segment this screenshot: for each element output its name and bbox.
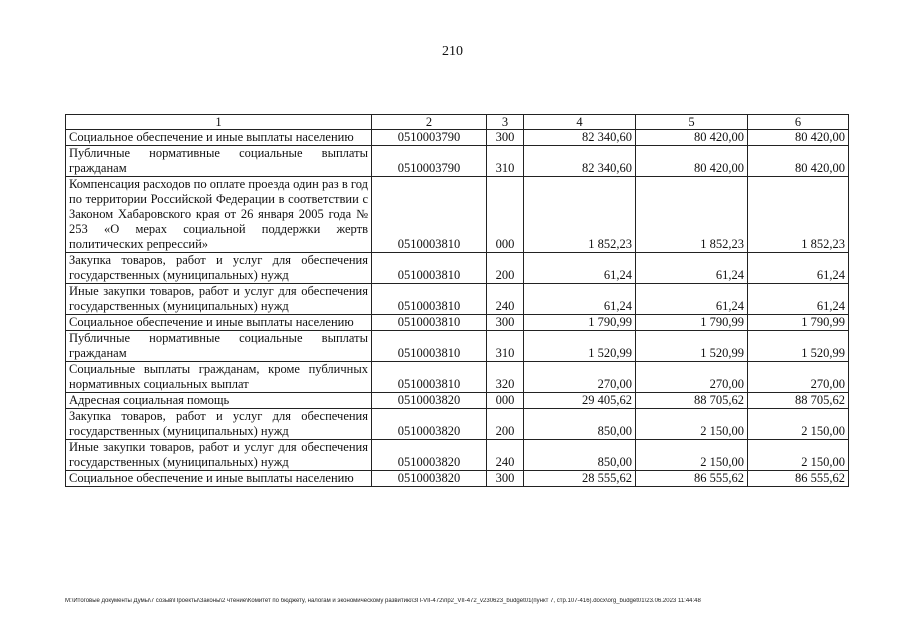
row-value-col5: 61,24: [636, 284, 748, 315]
row-value-col4: 82 340,60: [524, 130, 636, 146]
row-target-code: 0510003820: [372, 393, 487, 409]
row-value-col5: 88 705,62: [636, 393, 748, 409]
row-expense-type: 000: [487, 177, 524, 253]
row-value-col5: 270,00: [636, 362, 748, 393]
row-value-col5: 86 555,62: [636, 471, 748, 487]
row-name: Адресная социальная помощь: [66, 393, 372, 409]
row-value-col4: 270,00: [524, 362, 636, 393]
row-target-code: 0510003810: [372, 253, 487, 284]
table-row: [66, 362, 849, 393]
row-target-code: 0510003810: [372, 284, 487, 315]
row-target-code: 0510003810: [372, 331, 487, 362]
row-target-code: 0510003810: [372, 315, 487, 331]
row-name: Социальные выплаты гражданам, кроме публичных нормативных социальных выплат: [66, 362, 372, 393]
footer-file-path: M:\Итоговые документы Думы\7 созыв\Проекты\Законы\2 чтение\Комитет по бюджету, налогам и экономическому развитию\ЗП-VII-472\пр2_VII-472_v230623_budget01(пункт 7, стр.107-416).docx\org_budget01\23.06.2023 11:44:48: [65, 598, 701, 604]
column-header-2: 2: [372, 115, 487, 130]
row-name: Публичные нормативные социальные выплаты гражданам: [66, 146, 372, 177]
table-row: [66, 440, 849, 471]
row-expense-type: 300: [487, 130, 524, 146]
row-expense-type: 200: [487, 409, 524, 440]
column-header-3: 3: [487, 115, 524, 130]
row-expense-type: 310: [487, 146, 524, 177]
row-expense-type: 310: [487, 331, 524, 362]
row-value-col4: 1 520,99: [524, 331, 636, 362]
row-expense-type: 240: [487, 284, 524, 315]
row-value-col4: 61,24: [524, 284, 636, 315]
row-name: Социальное обеспечение и иные выплаты населению: [66, 315, 372, 331]
row-value-col4: 1 852,23: [524, 177, 636, 253]
row-target-code: 0510003820: [372, 409, 487, 440]
table-row: [66, 393, 849, 409]
row-value-col5: 61,24: [636, 253, 748, 284]
row-value-col5: 1 852,23: [636, 177, 748, 253]
row-value-col5: 80 420,00: [636, 146, 748, 177]
row-name: Социальное обеспечение и иные выплаты населению: [66, 130, 372, 146]
row-expense-type: 240: [487, 440, 524, 471]
row-value-col4: 850,00: [524, 409, 636, 440]
row-name: Компенсация расходов по оплате проезда один раз в год по территории Российской Федерации в соответствии с Законом Хабаровского края от 26 января 2005 года № 253 «О мерах социальной поддержки жертв политических репрессий»: [66, 177, 372, 253]
row-value-col6: 88 705,62: [748, 393, 849, 409]
row-value-col4: 29 405,62: [524, 393, 636, 409]
row-value-col5: 1 520,99: [636, 331, 748, 362]
row-value-col4: 82 340,60: [524, 146, 636, 177]
page-number: 210: [442, 44, 463, 59]
row-value-col6: 270,00: [748, 362, 849, 393]
table-row: [66, 130, 849, 146]
row-expense-type: 200: [487, 253, 524, 284]
row-expense-type: 300: [487, 315, 524, 331]
budget-table: [65, 114, 849, 487]
row-value-col4: 1 790,99: [524, 315, 636, 331]
row-target-code: 0510003820: [372, 440, 487, 471]
row-value-col6: 80 420,00: [748, 146, 849, 177]
row-expense-type: 320: [487, 362, 524, 393]
row-value-col6: 1 520,99: [748, 331, 849, 362]
column-header-1: 1: [66, 115, 372, 130]
row-value-col6: 1 852,23: [748, 177, 849, 253]
row-value-col4: 61,24: [524, 253, 636, 284]
row-value-col6: 2 150,00: [748, 440, 849, 471]
table-row: [66, 253, 849, 284]
row-target-code: 0510003810: [372, 362, 487, 393]
row-name: Социальное обеспечение и иные выплаты населению: [66, 471, 372, 487]
row-target-code: 0510003790: [372, 130, 487, 146]
row-value-col4: 28 555,62: [524, 471, 636, 487]
table-row: [66, 177, 849, 253]
row-name: Закупка товаров, работ и услуг для обеспечения государственных (муниципальных) нужд: [66, 409, 372, 440]
table-row: [66, 409, 849, 440]
column-header-4: 4: [524, 115, 636, 130]
table-header-row: [66, 115, 849, 130]
row-value-col5: 1 790,99: [636, 315, 748, 331]
row-expense-type: 300: [487, 471, 524, 487]
row-target-code: 0510003790: [372, 146, 487, 177]
row-name: Закупка товаров, работ и услуг для обеспечения государственных (муниципальных) нужд: [66, 253, 372, 284]
row-value-col5: 2 150,00: [636, 409, 748, 440]
row-expense-type: 000: [487, 393, 524, 409]
table-row: [66, 146, 849, 177]
row-target-code: 0510003820: [372, 471, 487, 487]
table-row: [66, 331, 849, 362]
row-name: Иные закупки товаров, работ и услуг для обеспечения государственных (муниципальных) нужд: [66, 440, 372, 471]
table-row: [66, 284, 849, 315]
table-row: [66, 315, 849, 331]
row-name: Иные закупки товаров, работ и услуг для обеспечения государственных (муниципальных) нужд: [66, 284, 372, 315]
row-value-col6: 61,24: [748, 284, 849, 315]
row-name: Публичные нормативные социальные выплаты гражданам: [66, 331, 372, 362]
row-value-col6: 2 150,00: [748, 409, 849, 440]
column-header-5: 5: [636, 115, 748, 130]
row-value-col6: 1 790,99: [748, 315, 849, 331]
column-header-6: 6: [748, 115, 849, 130]
row-value-col5: 80 420,00: [636, 130, 748, 146]
table-row: [66, 471, 849, 487]
row-value-col5: 2 150,00: [636, 440, 748, 471]
row-target-code: 0510003810: [372, 177, 487, 253]
row-value-col6: 61,24: [748, 253, 849, 284]
row-value-col6: 80 420,00: [748, 130, 849, 146]
row-value-col4: 850,00: [524, 440, 636, 471]
row-value-col6: 86 555,62: [748, 471, 849, 487]
